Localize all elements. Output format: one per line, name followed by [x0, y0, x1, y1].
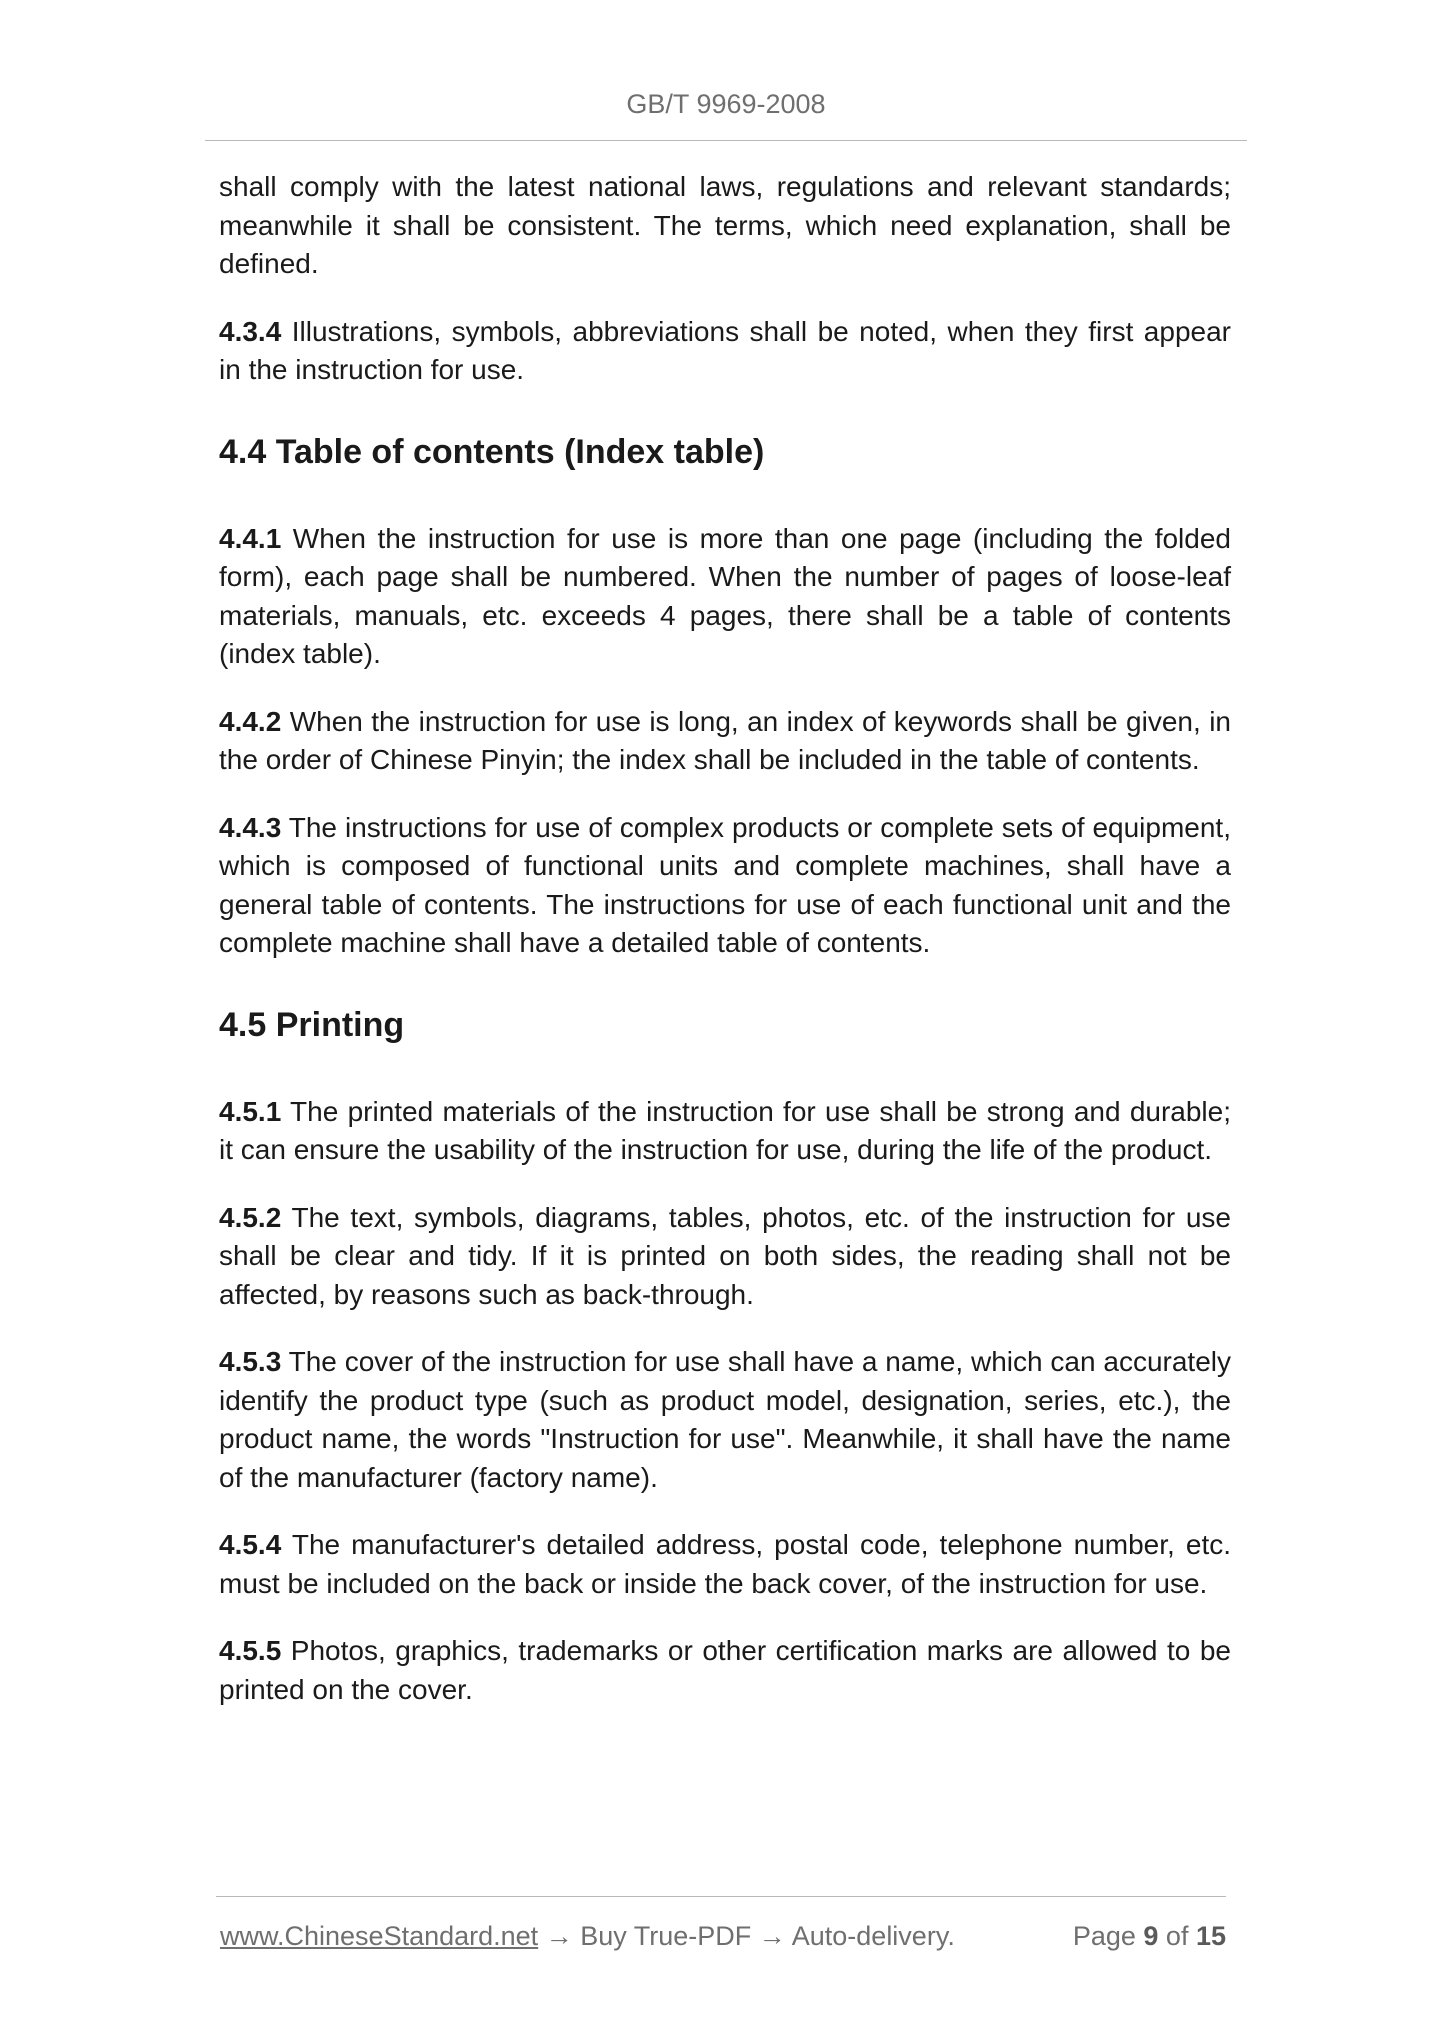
- document-id: GB/T 9969-2008: [626, 89, 826, 119]
- clause-4-4-3: [219, 809, 1231, 963]
- clause-4-4-2: [219, 703, 1231, 780]
- clause-text: When the instruction for use is long, an index of keywords shall be given, in the order of Chinese Pinyin; the index shall be included in the table of contents.: [219, 705, 1231, 775]
- clause-number: 4.5.5: [219, 1635, 282, 1666]
- clause-4-5-5: [219, 1632, 1231, 1709]
- page-current: 9: [1143, 1921, 1159, 1951]
- page-footer: [216, 1896, 1226, 1951]
- page-header: [205, 86, 1247, 141]
- clause-text: The cover of the instruction for use shall have a name, which can accurately identify the product type (such as product model, designation, series, etc.), the product name, the words "Instruction for use". Meanwhile, it shall have the name of the manufacturer (factory name).: [219, 1346, 1231, 1493]
- document-body: [219, 168, 1231, 1738]
- clause-text: The instructions for use of complex products or complete sets of equipment, which is composed of functional units and complete machines, shall have a general table of contents. The instructions for use of each functional unit and the complete machine shall have a detailed table of contents.: [219, 811, 1231, 958]
- page-number: [1073, 1919, 1226, 1953]
- clause-number: 4.5.2: [219, 1201, 282, 1233]
- clause-text: Illustrations, symbols, abbreviations shall be noted, when they first appear in the instruction for use.: [219, 315, 1231, 385]
- clause-number: 4.5.4: [219, 1529, 282, 1560]
- clause-text: The text, symbols, diagrams, tables, photos, etc. of the instruction for use shall be clear and tidy. If it is printed on both sides, the reading shall not be affected, by reasons such as back-through.: [219, 1201, 1231, 1310]
- clause-text: When the instruction for use is more than one page (including the folded form), each page shall be numbered. When the number of pages of loose-leaf materials, manuals, etc. exceeds 4 pages, there shall be a table of contents (index table).: [219, 522, 1231, 669]
- clause-4-4-1: [219, 520, 1231, 674]
- clause-4-5-1: [219, 1093, 1231, 1170]
- clause-4-5-2: [219, 1199, 1231, 1315]
- clause-number: 4.3.4: [219, 315, 282, 347]
- clause-number: 4.5.3: [219, 1346, 282, 1377]
- page-total: 15: [1195, 1921, 1226, 1951]
- clause-number: 4.4.2: [219, 705, 282, 737]
- page-prefix: Page: [1072, 1921, 1144, 1951]
- website-link[interactable]: www.ChineseStandard.net: [220, 1921, 539, 1951]
- clause-text: The manufacturer's detailed address, postal code, telephone number, etc. must be included on the back or inside the back cover, of the instruction for use.: [219, 1529, 1231, 1599]
- footer-tagline: → Buy True-PDF → Auto-delivery.: [538, 1921, 955, 1951]
- paragraph-text: shall comply with the latest national laws, regulations and relevant standards; meanwhile it shall be consistent. The terms, which need explanation, shall be defined.: [219, 171, 1231, 279]
- clause-4-3-4: [219, 313, 1231, 390]
- clause-text: Photos, graphics, trademarks or other certification marks are allowed to be printed on the cover.: [219, 1635, 1231, 1705]
- clause-number: 4.4.1: [219, 522, 282, 554]
- footer-promo: [220, 1919, 955, 1953]
- paragraph-intro: [219, 168, 1231, 284]
- section-heading-4-4: 4.4 Table of contents (Index table): [219, 432, 765, 471]
- clause-4-5-4: [219, 1526, 1231, 1603]
- clause-number: 4.4.3: [219, 811, 282, 843]
- page-separator: of: [1158, 1921, 1196, 1951]
- clause-4-5-3: [219, 1343, 1231, 1497]
- section-heading-4-5: 4.5 Printing: [219, 1005, 405, 1044]
- clause-number: 4.5.1: [219, 1095, 282, 1127]
- clause-text: The printed materials of the instruction for use shall be strong and durable; it can ensure the usability of the instruction for use, during the life of the product.: [219, 1095, 1231, 1165]
